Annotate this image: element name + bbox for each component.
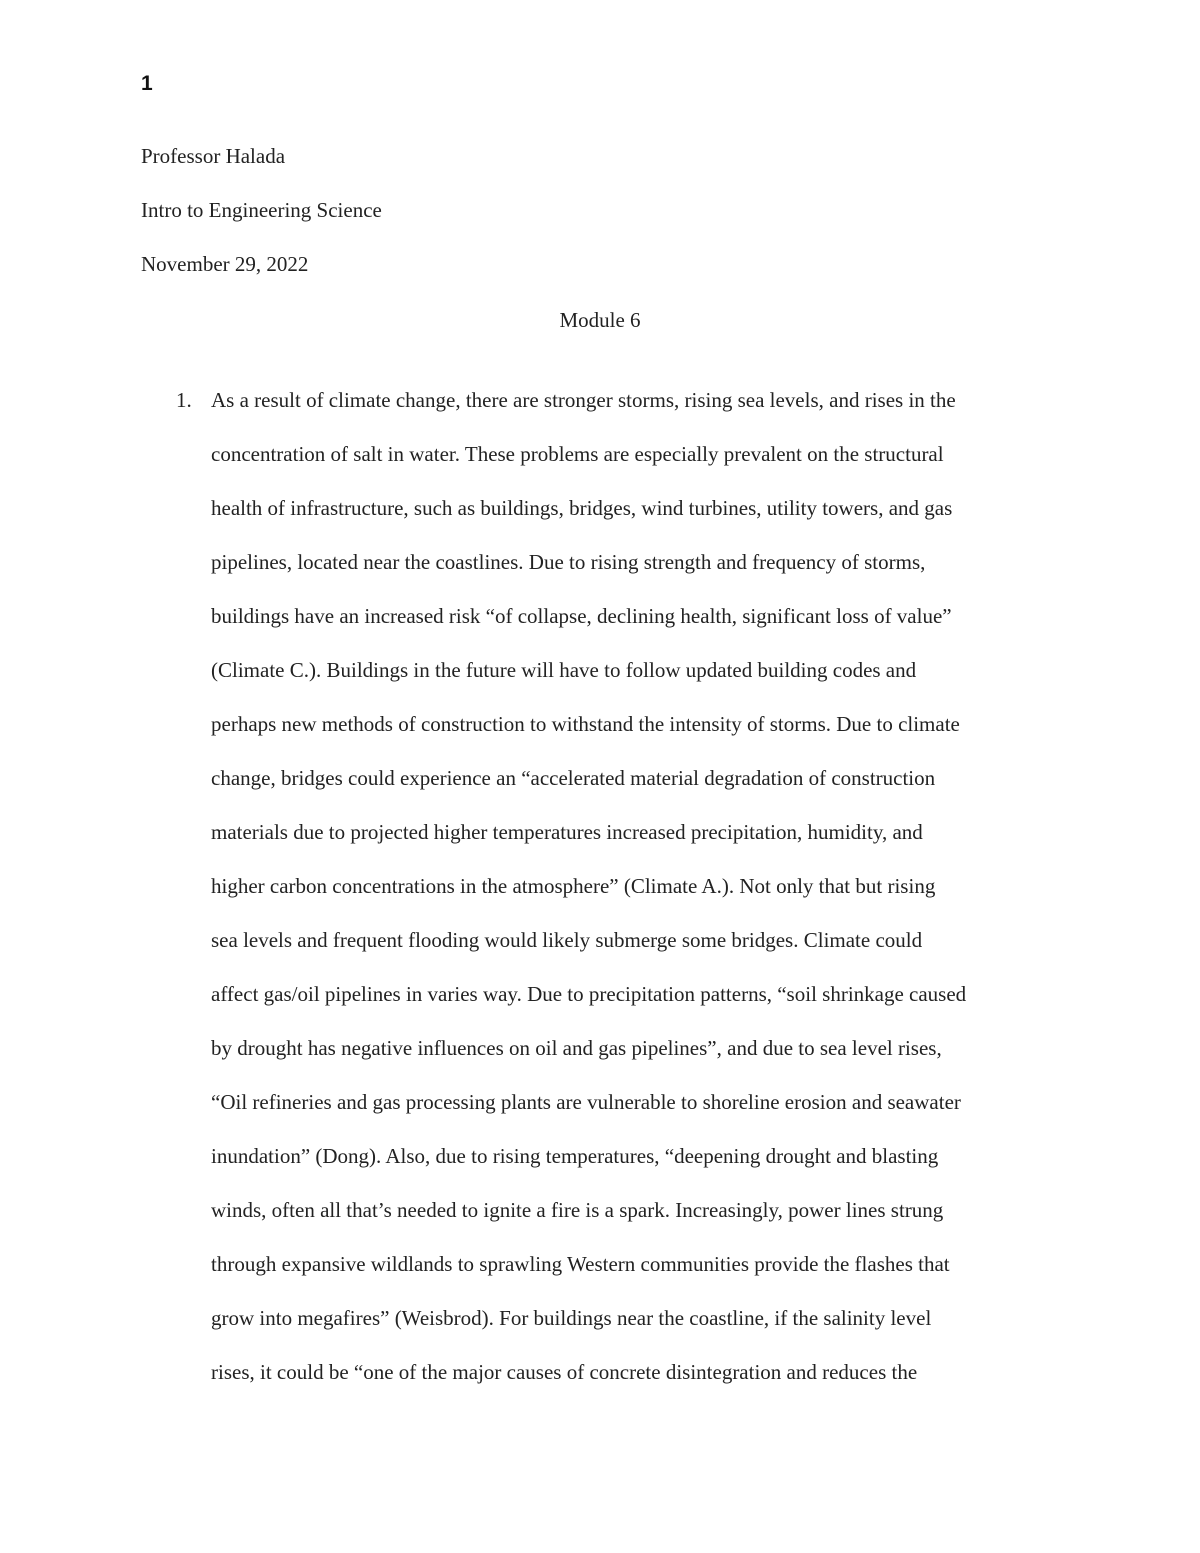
- page-number: 1: [141, 72, 153, 95]
- course-name: Intro to Engineering Science: [141, 198, 382, 222]
- body-line: perhaps new methods of construction to withstand the intensity of storms. Due to climate: [211, 712, 960, 736]
- professor-name: Professor Halada: [141, 144, 286, 168]
- body-line: through expansive wildlands to sprawling Western communities provide the flashes that: [211, 1252, 950, 1276]
- body-line: As a result of climate change, there are stronger storms, rising sea levels, and rises in the: [211, 388, 956, 412]
- body-line: materials due to projected higher temperatures increased precipitation, humidity, and: [211, 820, 923, 844]
- body-line: health of infrastructure, such as buildings, bridges, wind turbines, utility towers, and gas: [211, 496, 953, 520]
- body-line: inundation” (Dong). Also, due to rising temperatures, “deepening drought and blasting: [211, 1144, 939, 1168]
- body-line: buildings have an increased risk “of collapse, declining health, significant loss of value”: [211, 604, 952, 628]
- body-line: (Climate C.). Buildings in the future will have to follow updated building codes and: [211, 658, 917, 682]
- body-line: grow into megafires” (Weisbrod). For buildings near the coastline, if the salinity level: [211, 1306, 932, 1330]
- body-line: by drought has negative influences on oil and gas pipelines”, and due to sea level rises,: [211, 1036, 942, 1060]
- assignment-date: November 29, 2022: [141, 252, 309, 276]
- body-line: pipelines, located near the coastlines. Due to rising strength and frequency of storms,: [211, 550, 926, 574]
- body-line: change, bridges could experience an “accelerated material degradation of construction: [211, 766, 936, 790]
- body-line: concentration of salt in water. These problems are especially prevalent on the structural: [211, 442, 944, 466]
- body-line: winds, often all that’s needed to ignite a fire is a spark. Increasingly, power lines strung: [211, 1198, 944, 1222]
- body-line: “Oil refineries and gas processing plants are vulnerable to shoreline erosion and seawater: [211, 1090, 961, 1114]
- document-title: Module 6: [559, 308, 641, 332]
- list-item-number: 1.: [176, 388, 192, 412]
- body-line: higher carbon concentrations in the atmosphere” (Climate A.). Not only that but rising: [211, 874, 936, 898]
- body-line: sea levels and frequent flooding would likely submerge some bridges. Climate could: [211, 928, 923, 952]
- body-line: rises, it could be “one of the major causes of concrete disintegration and reduces the: [211, 1360, 918, 1384]
- body-line: affect gas/oil pipelines in varies way. Due to precipitation patterns, “soil shrinkage caused: [211, 982, 967, 1006]
